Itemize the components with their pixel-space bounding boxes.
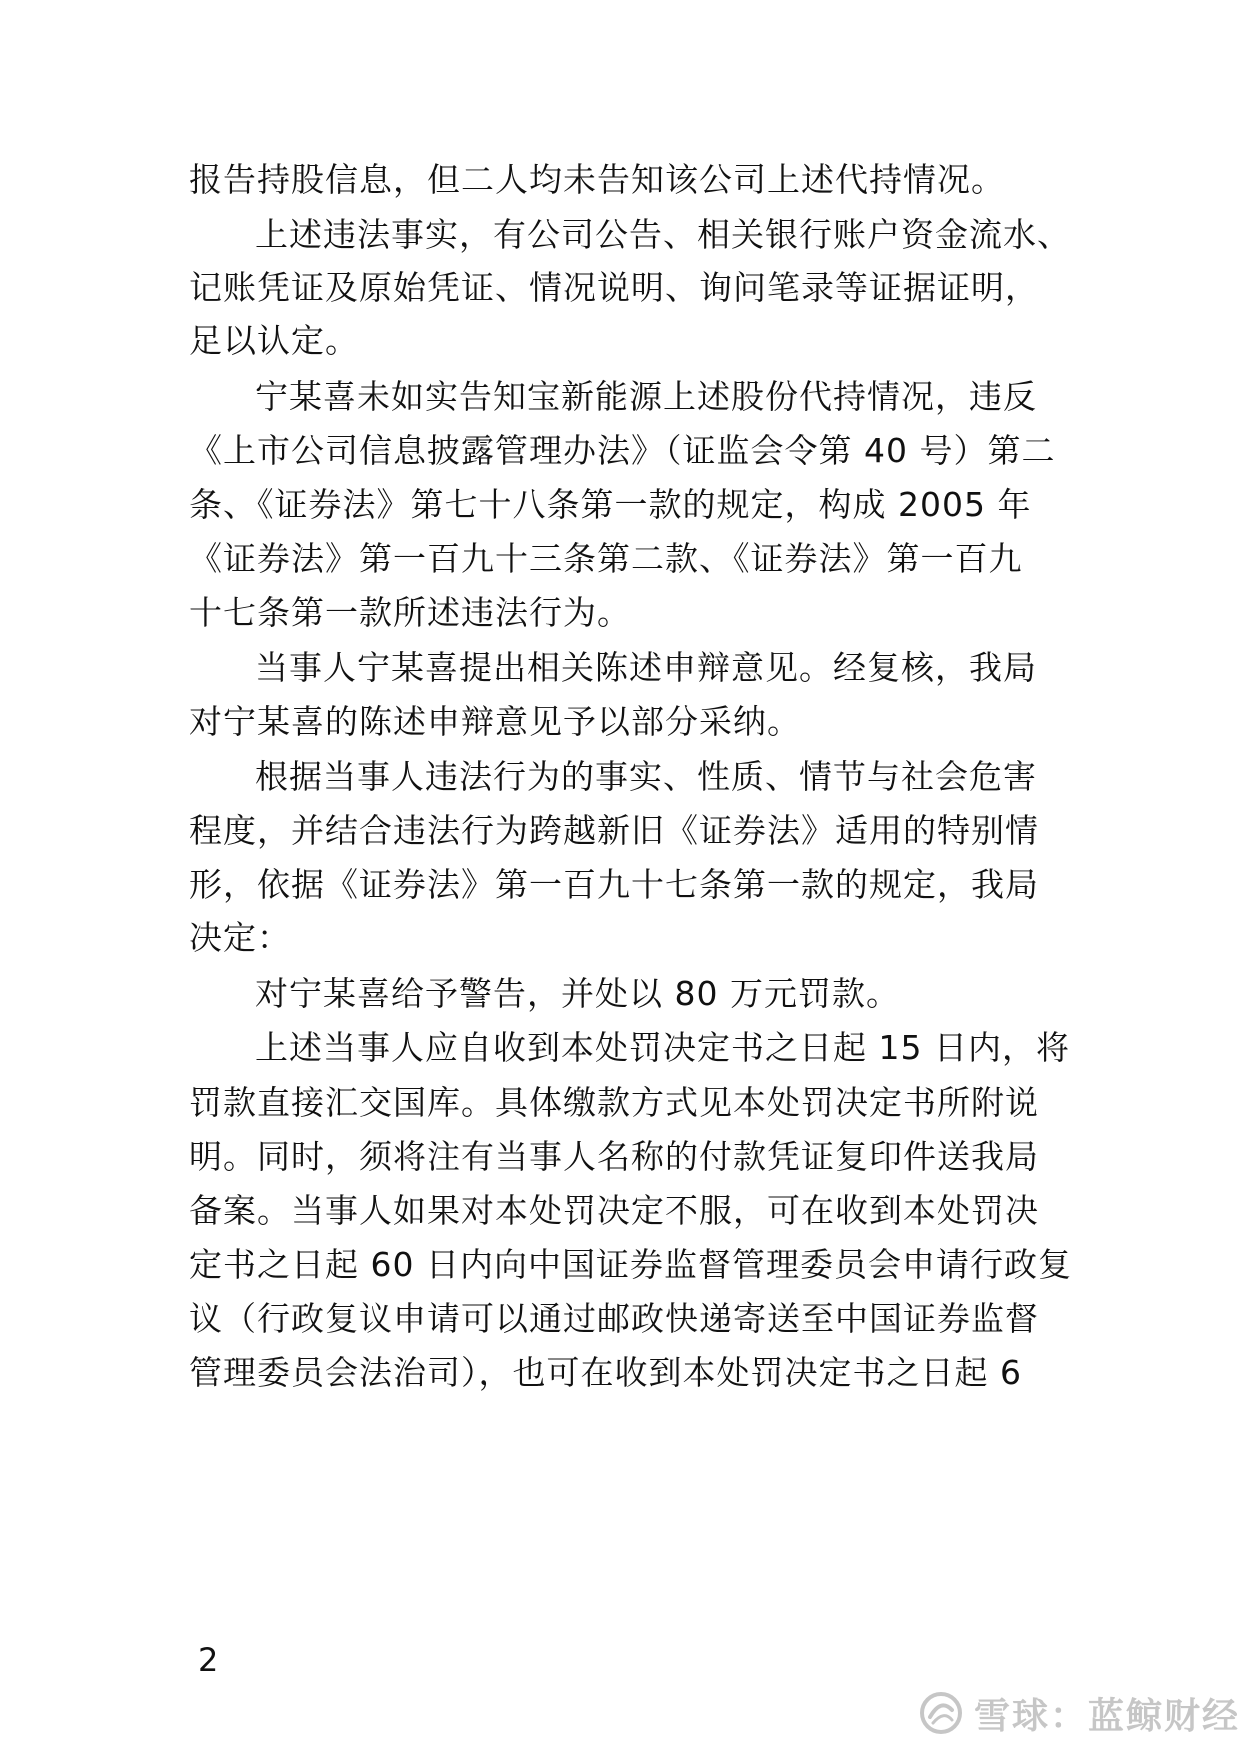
text-line: 条、《证券法》第七十八条第一款的规定，构成 2005 年 [189,485,1032,524]
text-line: 足以认定。 [189,321,359,360]
paragraph-start-line: 宁某喜未如实告知宝新能源上述股份代持情况，违反 [255,377,1037,416]
paragraph-start-line: 当事人宁某喜提出相关陈述申辩意见。经复核，我局 [255,648,1037,687]
page-number: 2 [198,1641,219,1679]
snowball-logo-icon [918,1690,964,1736]
text-line: 管理委员会法治司），也可在收到本处罚决定书之日起 6 [189,1353,1022,1392]
text-line: 形，依据《证券法》第一百九十七条第一款的规定，我局 [189,865,1039,904]
text-line: 备案。当事人如果对本处罚决定不服，可在收到本处罚决 [189,1191,1039,1230]
paragraph-start-line: 对宁某喜给予警告，并处以 80 万元罚款。 [255,974,900,1013]
watermark [918,1688,1240,1738]
text-line: 明。同时，须将注有当事人名称的付款凭证复印件送我局 [189,1137,1039,1176]
text-line: 对宁某喜的陈述申辩意见予以部分采纳。 [189,702,801,741]
paragraph-start-line: 上述当事人应自收到本处罚决定书之日起 15 日内，将 [255,1028,1070,1067]
paragraph-start-line: 上述违法事实，有公司公告、相关银行账户资金流水、 [255,215,1071,254]
text-line: 记账凭证及原始凭证、情况说明、询问笔录等证据证明， [189,268,1039,307]
text-line: 《证券法》第一百九十三条第二款、《证券法》第一百九 [189,539,1023,578]
text-line: 十七条第一款所述违法行为。 [189,593,631,632]
text-line: 报告持股信息，但二人均未告知该公司上述代持情况。 [189,160,1005,199]
watermark-text: 雪球：蓝鲸财经 [974,1695,1241,1737]
paragraph-start-line: 根据当事人违法行为的事实、性质、情节与社会危害 [255,757,1037,796]
text-line: 定书之日起 60 日内向中国证券监督管理委员会申请行政复 [189,1245,1072,1284]
text-line: 罚款直接汇交国库。具体缴款方式见本处罚决定书所附说 [189,1083,1039,1122]
text-line: 决定： [189,918,291,957]
text-line: 《上市公司信息披露管理办法》（证监会令第 40 号）第二 [189,431,1056,470]
text-line: 议（行政复议申请可以通过邮政快递寄送至中国证券监督 [189,1299,1039,1338]
text-line: 程度，并结合违法行为跨越新旧《证券法》适用的特别情 [189,811,1039,850]
